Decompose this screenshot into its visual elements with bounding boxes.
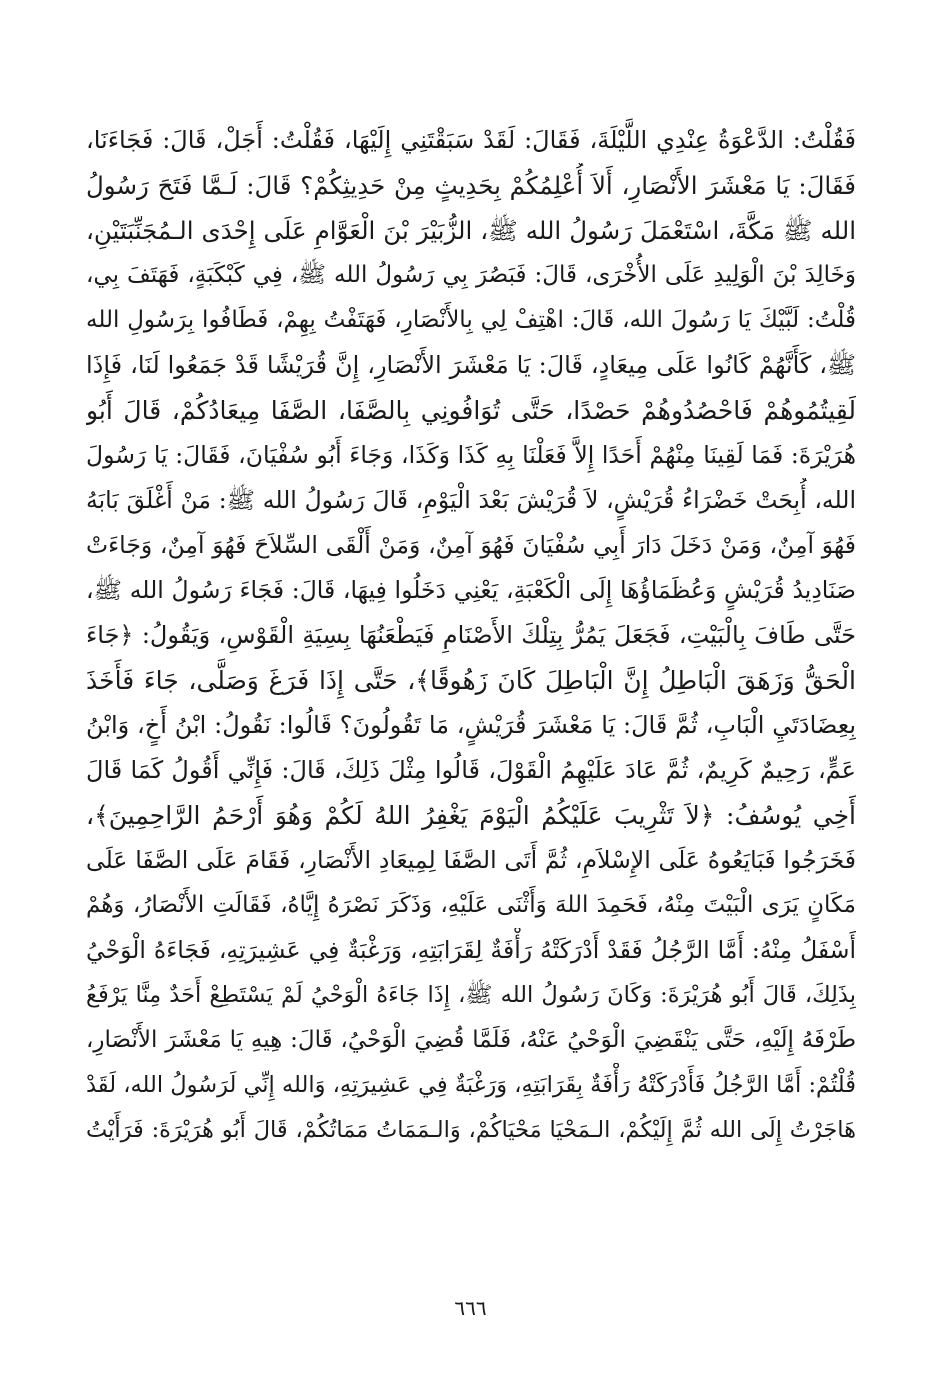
text-line: فَقُلْتُ: الدَّعْوَةُ عِنْدِي اللَّيْلَةَ، فَقَالَ: لَقَدْ سَبَقْتَنِي إِلَيْهَا، فَقُلْتُ: أَجَلْ، قَالَ: فَجَاءَنَا،: [86, 126, 856, 154]
text-line: هُرَيْرَةَ: فَمَا لَقِينَا مِنْهُمْ أَحَدًا إِلاَّ فَعَلْنَا بِهِ كَذَا وَكَذَا، وَجَاءَ أَبُو سُفْيَانَ، فَقَالَ: يَا رَسُولَ: [86, 441, 856, 469]
text-line: هَاجَرْتُ إِلَى الله ثُمَّ إِلَيْكُمْ، الـمَحْيَا مَحْيَاكُمْ، وَالـمَمَاتُ مَمَاتُكُمْ، قَالَ أَبُو هُرَيْرَةَ: فَرَأَيْتُ: [86, 1117, 856, 1143]
text-line: أَخِي يُوسُفُ: ﴿لاَ تَثْرِيبَ عَلَيْكُمُ الْيَوْمَ يَغْفِرُ اللهُ لَكُمْ وَهُوَ أَرْحَمُ الرَّاحِمِينَ﴾،: [86, 801, 856, 830]
text-line: ﷺ، كَأَنَّهُمْ كَانُوا عَلَى مِيعَادٍ، قَالَ: يَا مَعْشَرَ الأَنْصَارِ، إِنَّ قُرَيْشًا قَدْ جَمَعُوا لَنَا، فَإِذَا: [86, 351, 856, 379]
text-line: قُلْتُ: لَبَّيْكَ يَا رَسُولَ الله، قَالَ: اهْتِفْ لِي بِالأَنْصَارِ، فَهَتَفْتُ بِهِمْ، فَطَافُوا بِرَسُولِ الله: [86, 307, 856, 333]
text-line: لَقِيتُمُوهُمْ فَاحْصُدُوهُمْ حَصْدًا، حَتَّى تُوَافُونِي بِالصَّفَا، الصَّفَا مِيعَادُكُمْ، قَالَ أَبُو: [86, 396, 856, 425]
text-line: قُلْتُمْ: أَمَّا الرَّجُلُ فَأَدْرَكَتْهُ رَأْفَةٌ بِقَرَابَتِهِ، وَرَغْبَةٌ فِي عَشِيرَتِهِ، وَالله إِنِّي لَرَسُولُ الله، لَقَدْ: [86, 1072, 856, 1098]
text-line: أَسْفَلُ مِنْهُ: أَمَّا الرَّجُلُ فَقَدْ أَدْرَكَتْهُ رَأْفَةٌ لِقَرَابَتِهِ، وَرَغْبَةٌ فِي عَشِيرَتِهِ، فَجَاءَهُ الْوَحْيُ: [86, 936, 856, 964]
text-line: الْحَقُّ وَزَهَقَ الْبَاطِلُ إِنَّ الْبَاطِلَ كَانَ زَهُوقًا﴾، حَتَّى إِذَا فَرَغَ وَصَلَّى، جَاءَ فَأَخَذَ: [86, 666, 856, 695]
text-line: حَتَّى طَافَ بِالْبَيْتِ، فَجَعَلَ يَمُرُّ بِتِلْكَ الأَصْنَامِ فَيَطْعَنُهَا بِسِيَةِ الْقَوْسِ، وَيَقُولُ: ﴿جَاءَ: [86, 621, 856, 649]
page-number: ٦٦٦: [454, 1296, 487, 1320]
text-line: عَمٍّ، رَحِيمٌ كَرِيمٌ، ثُمَّ عَادَ عَلَيْهِمُ الْقَوْلَ، قَالُوا مِثْلَ ذَلِكَ، قَالَ: فَإِنِّي أَقُولُ كَمَا قَالَ: [86, 756, 856, 784]
text-line: طَرْفَهُ إِلَيْهِ، حَتَّى يَنْقَضِيَ الْوَحْيُ عَنْهُ، فَلَمَّا قُضِيَ الْوَحْيُ، قَالَ: هِيهِ يَا مَعْشَرَ الأَنْصَارِ،: [86, 1027, 856, 1053]
text-line: فَخَرَجُوا فَبَايَعُوهُ عَلَى الإِسْلاَمِ، ثُمَّ أَتَى الصَّفَا لِمِيعَادِ الأَنْصَارِ، فَقَامَ عَلَى الصَّفَا عَلَى: [86, 846, 856, 874]
text-line: بِذَلِكَ، قَالَ أَبُو هُرَيْرَةَ: وَكَانَ رَسُولُ الله ﷺ، إِذَا جَاءَهُ الْوَحْيُ لَمْ يَسْتَطِعْ أَحَدٌ مِنَّا يَرْفَعُ: [86, 982, 856, 1008]
text-line: فَهُوَ آمِنٌ، وَمَنْ دَخَلَ دَارَ أَبِي سُفْيَانَ فَهُوَ آمِنٌ، وَمَنْ أَلْقَى السِّلاَحَ فَهُوَ آمِنٌ، وَجَاءَتْ: [86, 531, 856, 559]
text-line: وَخَالِدَ بْنَ الْوَلِيدِ عَلَى الأُخْرَى، قَالَ: فَبَصُرَ بِي رَسُولُ الله ﷺ، فِي كَبْكَبَةٍ، فَهَتَفَ بِي،: [86, 262, 856, 288]
text-line: الله، أُبِحَتْ خَضْرَاءُ قُرَيْشٍ، لاَ قُرَيْشَ بَعْدَ الْيَوْمِ، قَالَ رَسُولُ الله ﷺ: مَنْ أَغْلَقَ بَابَهُ: [86, 486, 856, 514]
body-text: [86, 118, 856, 1153]
text-line: مَكَانٍ يَرَى الْبَيْتَ مِنْهُ، فَحَمِدَ اللهَ وَأَثْنَى عَلَيْهِ، وَذَكَرَ نَصْرَهُ إِيَّاهُ، فَقَالَتِ الأَنْصَارُ، وَهُمْ: [86, 892, 856, 918]
text-line: بِعِضَادَتَيِ الْبَابِ، ثُمَّ قَالَ: يَا مَعْشَرَ قُرَيْشٍ، مَا تَقُولُونَ؟ قَالُوا: نَقُولُ: ابْنُ أَخٍ، وَابْنُ: [86, 711, 856, 739]
text-line: فَقَالَ: يَا مَعْشَرَ الأَنْصَارِ، أَلاَ أُعْلِمُكُمْ بِحَدِيثٍ مِنْ حَدِيثِكُمْ؟ قَالَ: لَـمَّا فَتَحَ رَسُولُ: [86, 171, 856, 200]
text-line: الله ﷺ مَكَّةَ، اسْتَعْمَلَ رَسُولُ الله ﷺ، الزُّبَيْرَ بْنَ الْعَوَّامِ عَلَى إِحْدَى الـمُجَنِّبَتَيْنِ،: [86, 216, 856, 245]
text-line: صَنَادِيدُ قُرَيْشٍ وَعُظَمَاؤُهَا إِلَى الْكَعْبَةِ، يَعْنِي دَخَلُوا فِيهَا، قَالَ: فَجَاءَ رَسُولُ الله ﷺ،: [86, 576, 856, 604]
